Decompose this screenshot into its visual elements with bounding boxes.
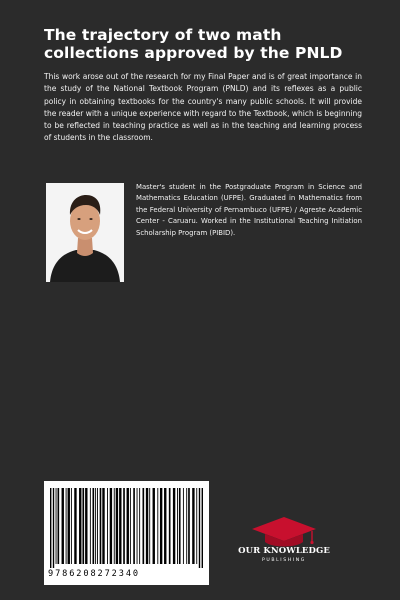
barcode-bar	[114, 488, 115, 564]
barcode-bar	[127, 488, 129, 564]
barcode-bar	[143, 488, 145, 564]
barcode-bar	[82, 488, 84, 564]
publisher-subtitle: PUBLISHING	[262, 558, 306, 563]
barcode-bar	[199, 488, 200, 568]
barcode-bar	[116, 488, 118, 564]
barcode-bar	[50, 488, 51, 568]
barcode-bar	[186, 488, 187, 564]
barcode-bar	[97, 488, 98, 564]
book-title: The trajectory of two math collections approved by the PNLD	[44, 26, 343, 62]
barcode-bar	[119, 488, 121, 564]
barcode-bar	[157, 488, 158, 564]
barcode-bar	[149, 488, 150, 564]
barcode-bar	[133, 488, 135, 564]
barcode-bar	[74, 488, 76, 564]
barcode-bar	[62, 488, 64, 564]
barcode-bar	[173, 488, 175, 564]
barcode-bar	[93, 488, 95, 564]
book-abstract: This work arose out of the research for my Final Paper and is of great importance in the study of the National Textbook Program (PNLD) and its reflexes as a public policy in obtaining textbooks for the country's many public schools. It will provide the reader with a unique experience with regard to the Textbook, which is beginning to be reflected in teaching practice as well as in the teaching and learning process of students in the classroom.	[44, 72, 362, 143]
barcode-bar	[79, 488, 81, 564]
barcode-bar	[202, 488, 203, 568]
barcode-bar	[177, 488, 178, 564]
barcode-bar	[85, 488, 87, 564]
barcode-bar	[169, 488, 171, 564]
publisher-name: OUR KNOWLEDGE	[238, 546, 330, 556]
isbn-number: 9786208272340	[48, 569, 140, 579]
graduation-cap-icon	[234, 506, 334, 566]
barcode-bar	[66, 488, 67, 564]
barcode-bar	[160, 488, 162, 564]
barcode-bar	[139, 488, 140, 564]
author-bio: Master's student in the Postgraduate Program in Science and Mathematics Education (UFPE). Graduated in Mathematics from the Federal University of Pernambuco (UFPE) / Agreste Academic Center - Caruaru. Worked in the Institutional Teaching Initiation Scholarship Program (PIBID).	[136, 183, 362, 237]
barcode-bar	[183, 488, 184, 564]
barcode-bar	[107, 488, 108, 564]
author-portrait-image	[46, 183, 124, 282]
barcode-bar	[56, 488, 57, 564]
barcode-bars	[50, 488, 203, 568]
barcode-bar	[95, 488, 96, 564]
barcode-bar	[192, 488, 194, 564]
barcode-bar	[130, 488, 131, 564]
barcode-bar	[71, 488, 72, 564]
barcode-bar	[53, 488, 54, 568]
barcode-bar	[146, 488, 148, 564]
barcode-bar	[179, 488, 181, 564]
barcode-bar	[102, 488, 104, 564]
barcode-bar	[58, 488, 60, 564]
author-photo	[46, 183, 124, 282]
barcode-bar	[90, 488, 91, 564]
barcode-bar	[196, 488, 197, 564]
barcode-bar	[153, 488, 155, 564]
barcode-bar	[137, 488, 138, 564]
barcode-bar	[110, 488, 112, 564]
barcode-bar	[188, 488, 190, 564]
barcode-bar	[164, 488, 166, 564]
barcode-bar	[68, 488, 70, 564]
barcode-bar	[123, 488, 125, 564]
barcode-bar	[100, 488, 102, 564]
barcode	[44, 481, 209, 585]
